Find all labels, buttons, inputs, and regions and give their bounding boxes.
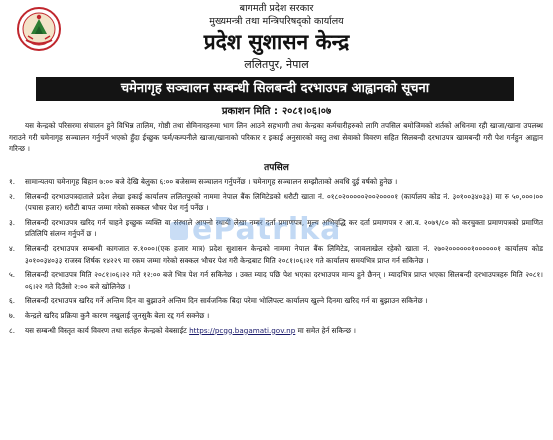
list-item xyxy=(9,269,543,292)
list-item xyxy=(9,325,543,337)
city-name: ललितपुर, नेपाल xyxy=(244,58,309,71)
list-item xyxy=(9,176,543,188)
item-text: सिलबन्दी दरभाउपत्रदाताले प्रदेश लेखा इकाई कार्यालय ललितपुरको नाममा नेपाल बैंक लिमिटेडको धरौटी खाता नं. ०१८०२०००००२००२००००१ (कार्यालय कोड नं. ३०१००३४०३३) मा रु ५०,०००।०० (पचास हजार) धरौटी बापत जम्मा गरेको सक्कल भौचर पेश गर्नु पर्नेछ । xyxy=(25,191,543,213)
website-link[interactable]: https://pcgg.bagamati.gov.np xyxy=(189,325,296,335)
item-number: ६. xyxy=(9,296,16,306)
conditions-list xyxy=(9,176,543,339)
item-number: २. xyxy=(9,191,16,201)
list-item xyxy=(9,191,543,214)
item-text: यस सम्बन्धी विस्तृत कार्य विवरण तथा सर्तहरु केन्द्रको वेबसाईट xyxy=(25,325,187,335)
government-name: बागमती प्रदेश सरकार xyxy=(239,3,314,14)
publication-date-label: प्रकाशन मिति : xyxy=(221,106,278,117)
watermark-text: ePatrika xyxy=(192,212,342,247)
intro-paragraph: यस केन्द्रको परिसरमा संचालन हुने विभिन्न तालिम, गोष्ठी तथा सेमिनारहरुमा भाग लिन आउने सहभागी तथा केन्द्रका कर्मचारीहरुको लागि तपसिल बमोजिमको शर्तको अधिनमा रही खाजा/खाना उपलब्ध गराउने गरी चमेनागृह सञ्चालन गर्नुपर्ने भएको हुँदा ईच्छुक फर्म/कम्पनीले खाजा/खानाको परिकार र इकाई अनुसारको वस्तु तथा सेवाको विवरण सहित सिलबन्दी दरभाउपत्र खामबन्दी गरी पेश गर्नहुन आह्वान गरिन्छ । xyxy=(9,121,543,153)
center-name: प्रदेश सुशासन केन्द्र xyxy=(203,30,350,54)
list-item xyxy=(9,217,543,240)
item-text: सिलबन्दी दरभाउपत्र खरिद गर्न चाहने इच्छुक व्यक्ति वा संस्थाले आफ्नो स्थायी लेखा नम्बर दर्ता प्रमाणपत्र, मूल्य अभिवृद्धि कर दर्ता प्रमाणपत्र र आ.व. २०७९/८० को करचुक्ता प्रमाणपत्रको प्रमाणित प्रतिलिपि संलग्न गर्नुपर्ने छ । xyxy=(25,217,543,239)
item-number: ४. xyxy=(9,243,16,253)
item-text: सिलबन्दी दरभाउपत्र मिति २०८१।०६।२२ गते १२:०० बजे भित्र पेश गर्न सकिनेछ । उक्त म्याद पछि पेश भएका दरभाउपत्र मान्य हुने छैनन् । म्यादभित्र प्राप्त भएका सिलबन्दी दरभाउपत्रहरु मिति २०८१।०६।२२ गते दिउँसो २:०० बजे खोलिनेछ । xyxy=(25,270,543,291)
list-item xyxy=(9,243,543,266)
item-number: १. xyxy=(9,177,16,186)
notice-title-banner: चमेनागृह सञ्चालन सम्बन्धी सिलबन्दी दरभाउपत्र आह्वानको सूचना xyxy=(36,77,514,101)
publication-date: २०८१।०६।०७ xyxy=(281,106,332,117)
item-text: केन्द्रले खरिद प्रक्रिया कुनै कारण नखुलाई जुनसुकै बेला रद्द गर्न सक्नेछ । xyxy=(25,310,210,320)
item-text: सिलबन्दी दरभाउपत्र सम्बन्धी कागजात रु.१०००।(एक हजार मात्र) प्रदेश सुशासन केन्द्रको नाममा नेपाल बैंक लिमिटेड, जावलाखेल रहेको खाता नं. २७०२००००००१००००००१ कार्यालय कोड ३०१००३४०३३ राजस्व शिर्षक १४२२९ मा रकम जम्मा गरेको सक्कल भौचर पेश गरी केन्द्रबाट मिति २०८१।०६।२१ गते कार्यालय समयभित्र प्राप्त गर्न सकिनेछ । xyxy=(25,243,543,265)
list-item xyxy=(9,310,543,322)
item-number: ५. xyxy=(9,270,16,280)
item-text: सिलबन्दी दरभाउपत्र खरिद गर्ने अन्तिम दिन वा बुझाउने अन्तिम दिन सार्वजनिक बिदा परेमा भोलिपल्ट कार्यालय खुल्ने दिनमा खरिद गर्न वा बुझाउन सकिनेछ । xyxy=(25,296,428,306)
item-text-tail: मा समेत हेर्न सकिन्छ । xyxy=(297,325,357,335)
list-item xyxy=(9,295,543,307)
office-name: मुख्यमन्त्री तथा मन्त्रिपरिषद्को कार्यालय xyxy=(209,16,344,27)
details-subheading: तपसिल xyxy=(264,163,289,173)
item-text: सामान्यतया चमेनागृह बिहान ७:०० बजे देखि बेलुका ६:०० बजेसम्म सञ्चालन गर्नुपर्नेछ । चमेनागृह सञ्चालन सम्झौताको अवधि दुई वर्षको हुनेछ । xyxy=(25,177,398,186)
item-number: ७. xyxy=(9,310,16,320)
item-number: ३. xyxy=(9,217,16,227)
publication-date-row xyxy=(0,105,553,118)
item-number: ८. xyxy=(9,325,16,335)
